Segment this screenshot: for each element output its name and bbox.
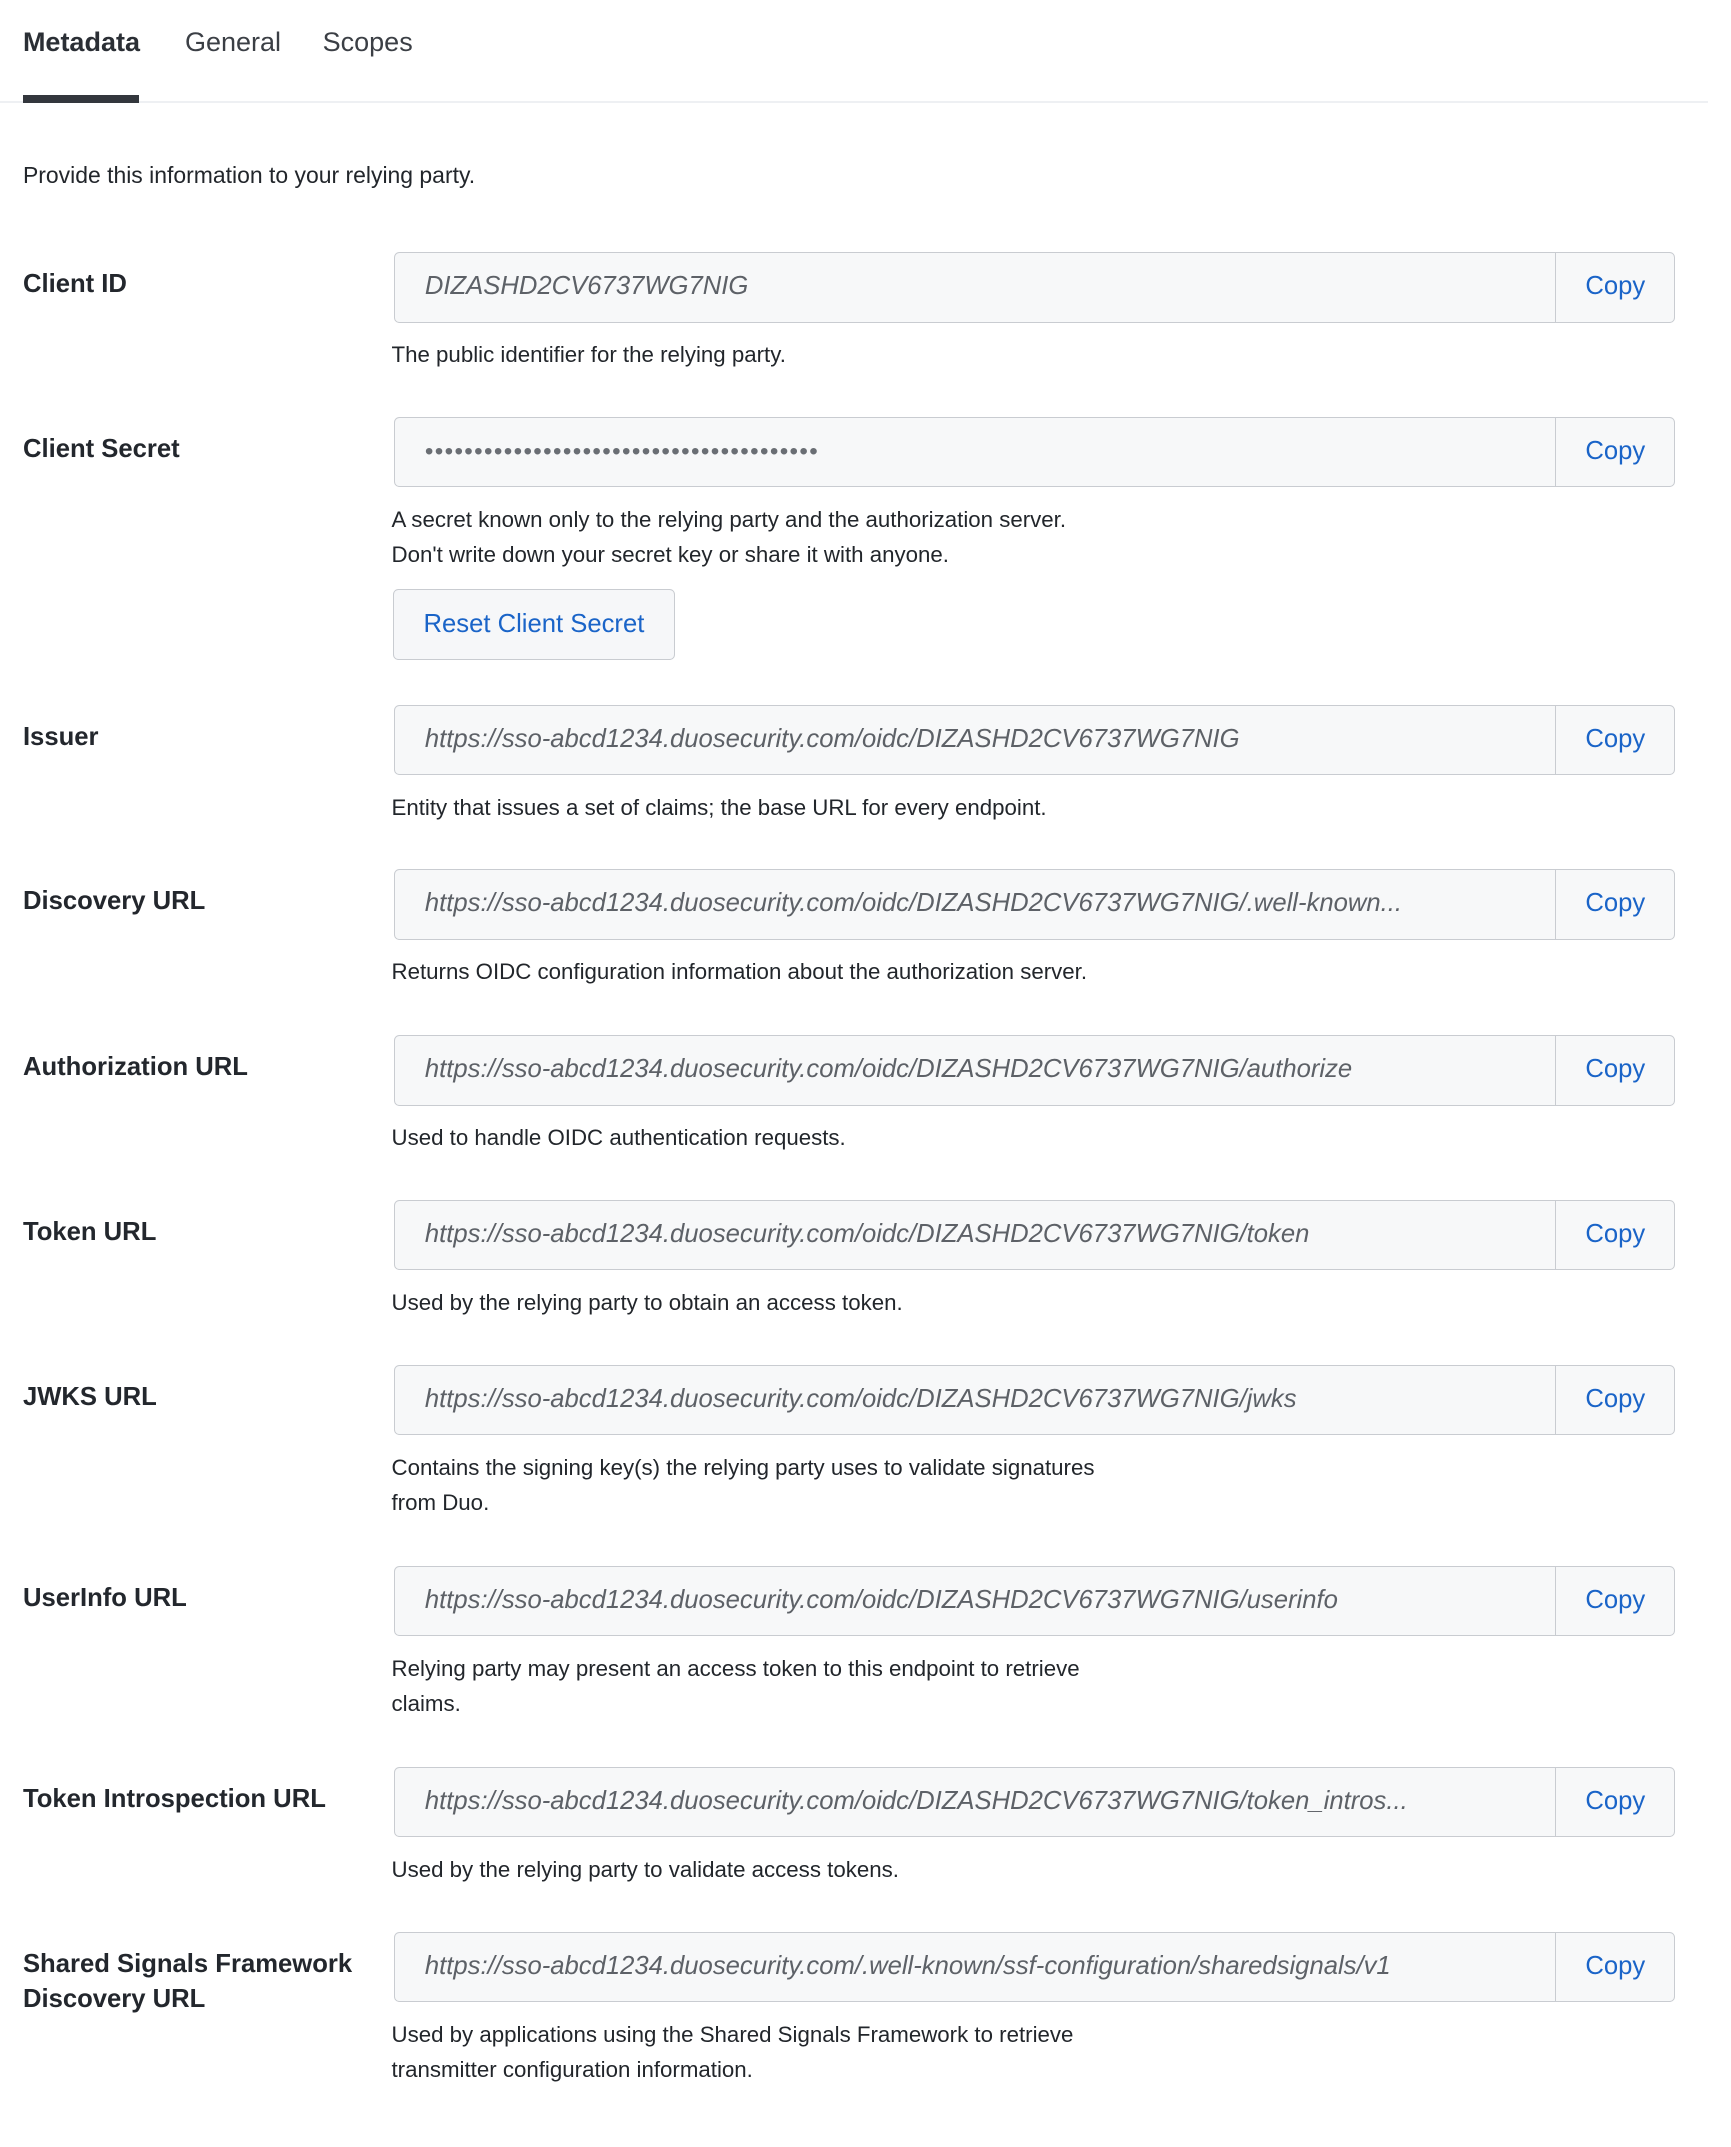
authorization-url-field[interactable]: https://sso-abcd1234.duosecurity.com/oidc/DIZASHD2CV6737WG7NIG/authorize [394,1035,1555,1105]
client-secret-copy-button[interactable]: Copy [1555,417,1675,487]
help-line: Used by the relying party to validate access tokens. [391,1857,899,1883]
tab-scopes[interactable]: Scopes [322,27,413,57]
token-url-copy-button[interactable]: Copy [1555,1200,1675,1270]
help-line: Contains the signing key(s) the relying party uses to validate signatures [391,1454,1095,1480]
help-line: claims. [391,1691,461,1717]
discovery-url-field[interactable]: https://sso-abcd1234.duosecurity.com/oidc/DIZASHD2CV6737WG7NIG/.well-known... [394,869,1555,939]
userinfo-url-label: UserInfo URL [22,1583,187,1612]
userinfo-url-copy-button[interactable]: Copy [1555,1566,1675,1636]
discovery-url-help [392,954,1088,989]
help-line: Relying party may present an access token to this endpoint to retrieve [391,1656,1080,1682]
help-line: A secret known only to the relying party and the authorization server. [391,507,1067,533]
issuer-label: Issuer [22,722,99,751]
token-introspection-url-label: Token Introspection URL [22,1784,326,1813]
client-secret-label: Client Secret [22,434,180,463]
issuer-field[interactable]: https://sso-abcd1234.duosecurity.com/oidc/DIZASHD2CV6737WG7NIG [394,705,1555,775]
token-introspection-url-copy-button[interactable]: Copy [1555,1767,1675,1837]
token-introspection-url-help [392,1852,899,1887]
client-id-help [392,337,786,372]
discovery-url-copy-button[interactable]: Copy [1555,869,1675,939]
help-line: Don't write down your secret key or share it with anyone. [391,542,949,568]
ssf-discovery-url-help [392,2017,1074,2087]
jwks-url-copy-button[interactable]: Copy [1555,1365,1675,1435]
tab-metadata[interactable]: Metadata [22,27,140,57]
token-url-label: Token URL [22,1217,157,1246]
jwks-url-help [392,1450,1095,1520]
ssf-discovery-url-label: Shared Signals Framework Discovery URL [22,1949,353,2013]
help-line: Entity that issues a set of claims; the base URL for every endpoint. [391,794,1047,820]
tab-general[interactable]: General [184,27,281,57]
client-secret-help [392,502,1067,572]
token-url-help [392,1285,903,1320]
userinfo-url-help [392,1651,1080,1721]
help-line: Used by applications using the Shared Signals Framework to retrieve [391,2021,1074,2047]
authorization-url-label: Authorization URL [22,1053,248,1082]
issuer-copy-button[interactable]: Copy [1555,705,1675,775]
active-tab-indicator [23,95,139,103]
ssf-discovery-url-field[interactable]: https://sso-abcd1234.duosecurity.com/.well-known/ssf-configuration/sharedsignals/v1 [394,1932,1555,2002]
client-secret-field[interactable]: •••••••••••••••••••••••••••••••••••••••• [394,417,1555,487]
help-line: transmitter configuration information. [391,2056,753,2082]
token-url-field[interactable]: https://sso-abcd1234.duosecurity.com/oidc/DIZASHD2CV6737WG7NIG/token [394,1200,1555,1270]
client-id-field[interactable]: DIZASHD2CV6737WG7NIG [394,252,1555,322]
jwks-url-label: JWKS URL [22,1382,157,1411]
jwks-url-field[interactable]: https://sso-abcd1234.duosecurity.com/oidc/DIZASHD2CV6737WG7NIG/jwks [394,1365,1555,1435]
discovery-url-label: Discovery URL [22,887,206,916]
reset-client-secret-button[interactable]: Reset Client Secret [393,589,675,661]
userinfo-url-field[interactable]: https://sso-abcd1234.duosecurity.com/oidc/DIZASHD2CV6737WG7NIG/userinfo [394,1566,1555,1636]
help-line: from Duo. [391,1489,490,1515]
tab-bar [0,0,1708,103]
issuer-help [392,790,1047,825]
ssf-discovery-url-copy-button[interactable]: Copy [1555,1932,1675,2002]
token-introspection-url-field[interactable]: https://sso-abcd1234.duosecurity.com/oidc/DIZASHD2CV6737WG7NIG/token_intros... [394,1767,1555,1837]
client-id-label: Client ID [22,270,127,299]
client-id-copy-button[interactable]: Copy [1555,252,1675,322]
help-line: The public identifier for the relying party. [391,342,786,368]
authorization-url-copy-button[interactable]: Copy [1555,1035,1675,1105]
help-line: Used to handle OIDC authentication requests. [391,1125,846,1151]
intro-text: Provide this information to your relying party. [22,162,476,188]
authorization-url-help [392,1120,846,1155]
help-line: Returns OIDC configuration information about the authorization server. [391,959,1088,985]
help-line: Used by the relying party to obtain an access token. [391,1290,903,1316]
